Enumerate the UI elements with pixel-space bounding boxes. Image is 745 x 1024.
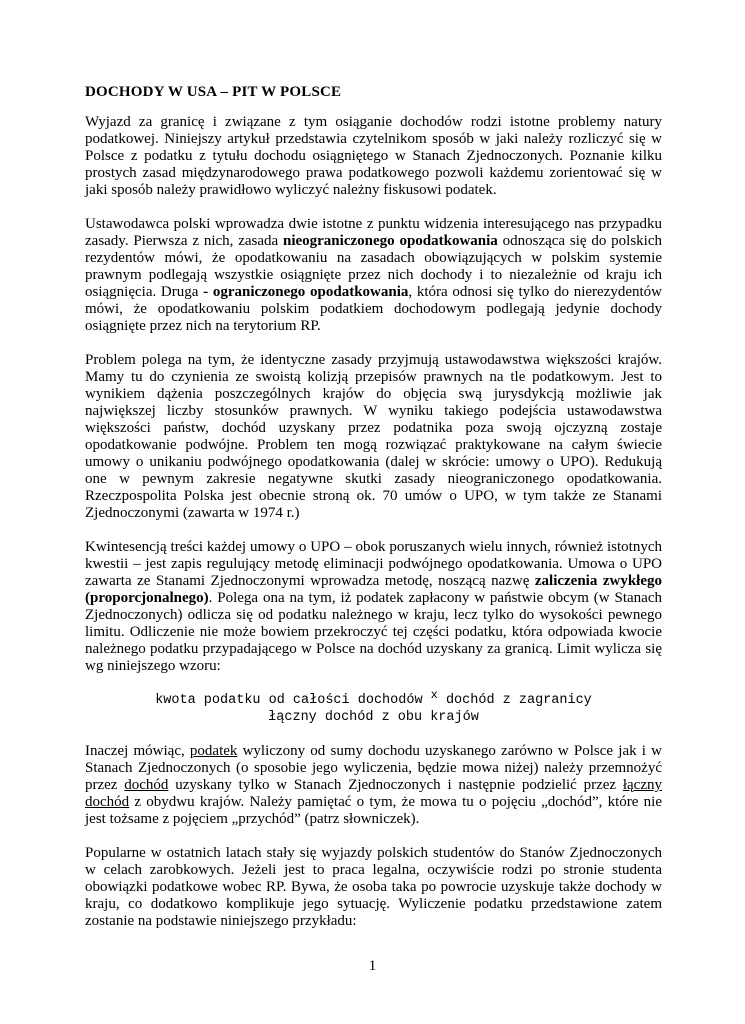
formula-denominator: łączny dochód z obu krajów <box>268 710 479 725</box>
underlined-text-run: łączny dochód <box>85 777 662 810</box>
bold-text-run: nieograniczonego opodatkowania <box>282 233 498 249</box>
underlined-text-run: podatek <box>189 743 238 759</box>
paragraph <box>85 352 662 522</box>
bold-text-run: - ograniczonego opodatkowania <box>203 284 409 300</box>
text-run: . Polega ona na tym, iż podatek zapłacony w państwie obcym (w Stanach Zjednoczonych) odlicza się od podatku należnego w kraju, lecz tylko do wysokości pewnego limitu. Odliczenie nie może bowiem przekroczyć tej części podatku, która odpowiada kwocie należnego podatku przypadającego w Polsce na dochód uzyskany za granicą. Limit wylicza się wg niniejszego wzoru: <box>85 590 662 674</box>
paragraph <box>85 539 662 675</box>
text-run: Inaczej mówiąc, <box>85 743 190 759</box>
multiply-operator: x <box>430 688 438 702</box>
bold-text-run: zaliczenia zwykłego (proporcjonalnego) <box>85 573 662 606</box>
text-run: Wyjazd za granicę i związane z tym osiąganie dochodów rodzi istotne problemy natury podatkowej. Niniejszy artykuł przedstawia czytelnikom sposób w jaki należy rozliczyć się w Polsce z podatku z tytułu dochodu osiągniętego w Stanach Zjednoczonych. Poznanie kilku prostych zasad międzynarodowego prawa podatkowego pozwoli każdemu zorientować się w jaki sposób należy prawidłowo wyliczyć należny fiskusowi podatek. <box>85 114 662 198</box>
underlined-text-run: dochód <box>124 777 169 793</box>
tax-limit-formula <box>85 688 662 726</box>
paragraph <box>85 114 662 199</box>
text-run: dochód z zagranicy <box>437 693 592 708</box>
text-run: Problem polega na tym, że identyczne zasady przyjmują ustawodawstwa większości krajów. Mamy tu do czynienia ze swoistą kolizją przepisów prawnych na tle podatkowym. Jest to wynikiem dążenia poszczególnych krajów do objęcia swą jurysdykcją możliwie jak największej liczby stosunków prawnych. W wyniku takiego podejścia ustawodawstwa większości państw, dochód uzyskany przez podatnika poza swoją ojczyzną zostaje opodatkowanie podwójne. Problem ten mogą rozwiązać praktykowane na całym świecie umowy o unikaniu podwójnego opodatkowania (dalej w skrócie: umowy o UPO). Redukują one w pewnym zakresie negatywne skutki zasady nieograniczonego opodatkowania. Rzeczpospolita Polska jest obecnie stroną ok. 70 umów o UPO, w tym także ze Stanami Zjednoczonymi (zawarta w 1974 r.) <box>85 352 662 521</box>
page-number: 1 <box>368 958 377 974</box>
text-run: Popularne w ostatnich latach stały się wyjazdy polskich studentów do Stanów Zjednoczonych w celach zarobkowych. Jeżeli jest to praca legalna, oczywiście rodzi po stronie studenta obowiązki podatkowe wobec RP. Bywa, że osoba taka po powrocie uzyskuje także dochody w kraju, co dodatkowo komplikuje jego sytuację. Wyliczenie podatku przedstawione zatem zostanie na podstawie niniejszego przykładu: <box>85 845 662 929</box>
paragraph <box>85 743 662 828</box>
text-run: Kwintesencją treści każdej umowy o UPO – obok poruszanych wielu innych, również istotnych kwestii – jest zapis regulujący metodę eliminacji podwójnego opodatkowania. Umowa o UPO zawarta ze Stanami Zjednoczonymi wprowadza metodę, noszącą nazwę <box>85 539 662 589</box>
text-run: , która odnosi się tylko do nierezydentów mówi, że opodatkowaniu polskim podatkiem dochodowym podlegają jedynie dochody osiągnięte przez nich na terytorium RP. <box>85 284 662 334</box>
text-run: odnosząca się do polskich rezydentów mówi, że opodatkowaniu na zasadach obowiązujących w polskim systemie prawnym podlegają wszystkie osiągnięte przez nich dochody i to niezależnie od kraju ich osiągnięcia. Druga <box>85 233 663 300</box>
text-run: wyliczony od sumy dochodu uzyskanego zarówno w Polsce jak i w Stanach Zjednoczonych (o sposobie jego wyliczenia, będzie mowa niżej) należy przemnożyć przez <box>85 743 662 793</box>
text-run: uzyskany tylko w Stanach Zjednoczonych i następnie podzielić przez <box>168 777 623 793</box>
paragraph <box>85 216 662 335</box>
document-body <box>85 114 662 930</box>
formula-numerator <box>85 688 662 709</box>
text-run: z obydwu krajów. Należy pamiętać o tym, że mowa tu o pojęciu „dochód”, które nie jest tożsame z pojęciem „przychód” (patrz słowniczek). <box>85 794 662 827</box>
document-title: DOCHODY W USA – PIT W POLSCE <box>85 84 342 100</box>
paragraph <box>85 845 662 930</box>
document-content <box>85 84 662 947</box>
text-run: Ustawodawca polski wprowadza dwie istotne z punktu widzenia interesującego nas przypadku zasady. Pierwsza z nich, zasada <box>85 216 662 249</box>
text-run: kwota podatku od całości dochodów <box>155 693 431 708</box>
